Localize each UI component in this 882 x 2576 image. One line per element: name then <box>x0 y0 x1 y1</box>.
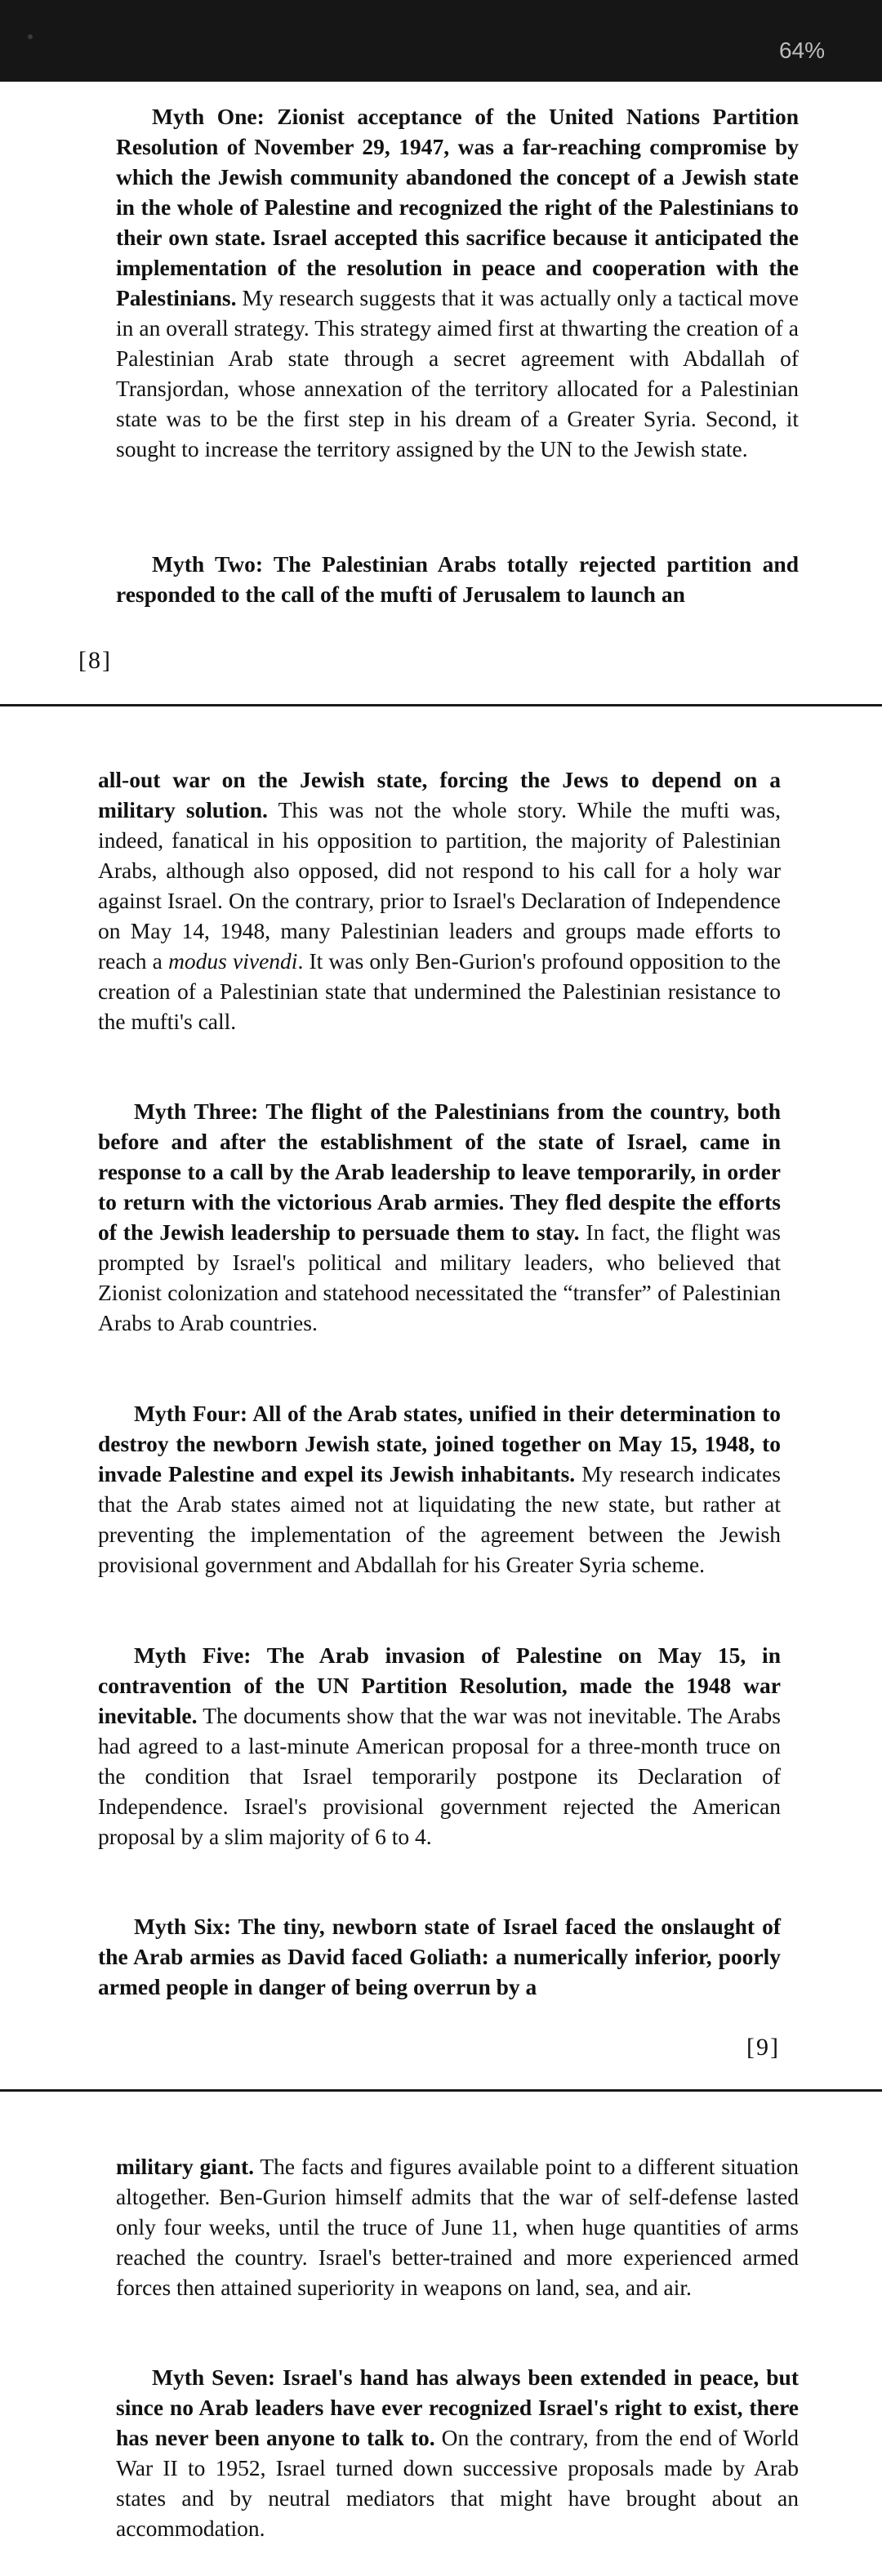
page-number-9: [9] <box>746 2034 780 2061</box>
paragraph-myth-five <box>98 1640 781 1852</box>
myth-two-rebuttal-end: . It was only Ben-Gurion's profound opposition to the creation of a Palestinian state that undermined the Palestinian resistance to the mufti's call. <box>98 948 781 1034</box>
myth-one-rebuttal: My research suggests that it was actually only a tactical move in an overall strategy. This strategy aimed first at thwarting the creation of a Palestinian Arab state through a secret agreement with Abdallah of Transjordan, whose annexation of the territory allocated for a Palestinian state was to be the first step in his dream of a Greater Syria. Second, it sought to increase the territory assigned by the UN to the Jewish state. <box>116 285 799 461</box>
paragraph-myth-four <box>98 1398 781 1580</box>
myth-seven-statement: Myth Seven: Israel's hand has always been extended in peace, but since no Arab leaders have ever recognized Israel's right to exist, there has never been anyone to talk to. <box>116 2364 799 2450</box>
battery-level: 64% <box>778 38 825 63</box>
myth-six-rebuttal: The facts and figures available point to a different situation altogether. Ben-Gurion himself admits that the war of self-defense lasted only four weeks, until the truce of June 11, when huge quantities of arms reached the country. Israel's better-trained and more experienced armed forces then attained superiority in weapons on land, sea, and air. <box>116 2154 799 2300</box>
myth-four-statement: Myth Four: All of the Arab states, unified in their determination to destroy the newborn Jewish state, joined together on May 15, 1948, to invade Palestine and expel its Jewish inhabitants. <box>98 1401 781 1486</box>
myth-five-statement: Myth Five: The Arab invasion of Palestine on May 15, in contravention of the UN Partition Resolution, made the 1948 war inevitable. <box>98 1642 781 1728</box>
myth-two-statement: Myth Two: The Palestinian Arabs totally rejected partition and responded to the call of the mufti of Jerusalem to launch an <box>116 551 799 607</box>
page-divider <box>0 704 882 706</box>
status-bar <box>0 0 882 82</box>
paragraph-myth-six <box>98 1911 781 2002</box>
myth-three-statement: Myth Three: The flight of the Palestinians from the country, both before and after the establishment of the state of Israel, came in response to a call by the Arab leadership to leave temporarily, in order to return with the victorious Arab armies. They fled despite the efforts of the Jewish leadership to persuade them to stay. <box>98 1099 781 1245</box>
myth-two-statement-continued: all-out war on the Jewish state, forcing the Jews to depend on a military solution. <box>98 767 781 822</box>
page-number-8: [8] <box>78 647 112 674</box>
myth-six-statement: Myth Six: The tiny, newborn state of Israel faced the onslaught of the Arab armies as David faced Goliath: a numerically inferior, poorly armed people in danger of being overrun by a <box>98 1914 781 1999</box>
italic-phrase: modus vivendi <box>168 948 298 974</box>
myth-six-statement-continued: military giant. <box>116 2154 255 2179</box>
paragraph-myth-one <box>116 101 799 464</box>
myth-three-rebuttal: In fact, the flight was prompted by Israel's political and military leaders, who believed that Zionist colonization and statehood necessitated the “transfer” of Palestinian Arabs to Arab countries. <box>98 1219 781 1335</box>
paragraph-myth-seven <box>116 2362 799 2543</box>
myth-four-rebuttal: My research indicates that the Arab states aimed not at liquidating the new state, but rather at preventing the implementation of the agreement between the Jewish provisional government and Abdallah for his Greater Syria scheme. <box>98 1461 781 1577</box>
myth-seven-rebuttal: On the contrary, from the end of World War II to 1952, Israel turned down successive proposals made by Arab states and by neutral mediators that might have brought about an accommodation. <box>116 2425 799 2541</box>
paragraph-myth-two-continued <box>98 764 781 1036</box>
myth-five-rebuttal: The documents show that the war was not inevitable. The Arabs had agreed to a last-minute American proposal for a three-month truce on the condition that Israel temporarily postpone its Declaration of Independence. Israel's provisional government rejected the American proposal by a slim majority of 6 to 4. <box>98 1703 781 1849</box>
paragraph-myth-two <box>116 549 799 609</box>
paragraph-myth-three <box>98 1096 781 1338</box>
paragraph-myth-six-continued <box>116 2151 799 2302</box>
notification-dot-icon <box>28 34 33 39</box>
myth-one-statement: Myth One: Zionist acceptance of the United Nations Partition Resolution of November 29, 1947, was a far-reaching compromise by which the Jewish community abandoned the concept of a Jewish state in the whole of Palestine and recognized the right of the Palestinians to their own state. Israel accepted this sacrifice because it anticipated the implementation of the resolution in peace and cooperation with the Palestinians. <box>116 104 799 310</box>
myth-two-rebuttal: This was not the whole story. While the mufti was, indeed, fanatical in his opposition to partition, the majority of Palestinian Arabs, although also opposed, did not respond to his call for a holy war against Israel. On the contrary, prior to Israel's Declaration of Independence on May 14, 1948, many Palestinian leaders and groups made efforts to reach a <box>98 797 781 974</box>
page-divider <box>0 2089 882 2092</box>
